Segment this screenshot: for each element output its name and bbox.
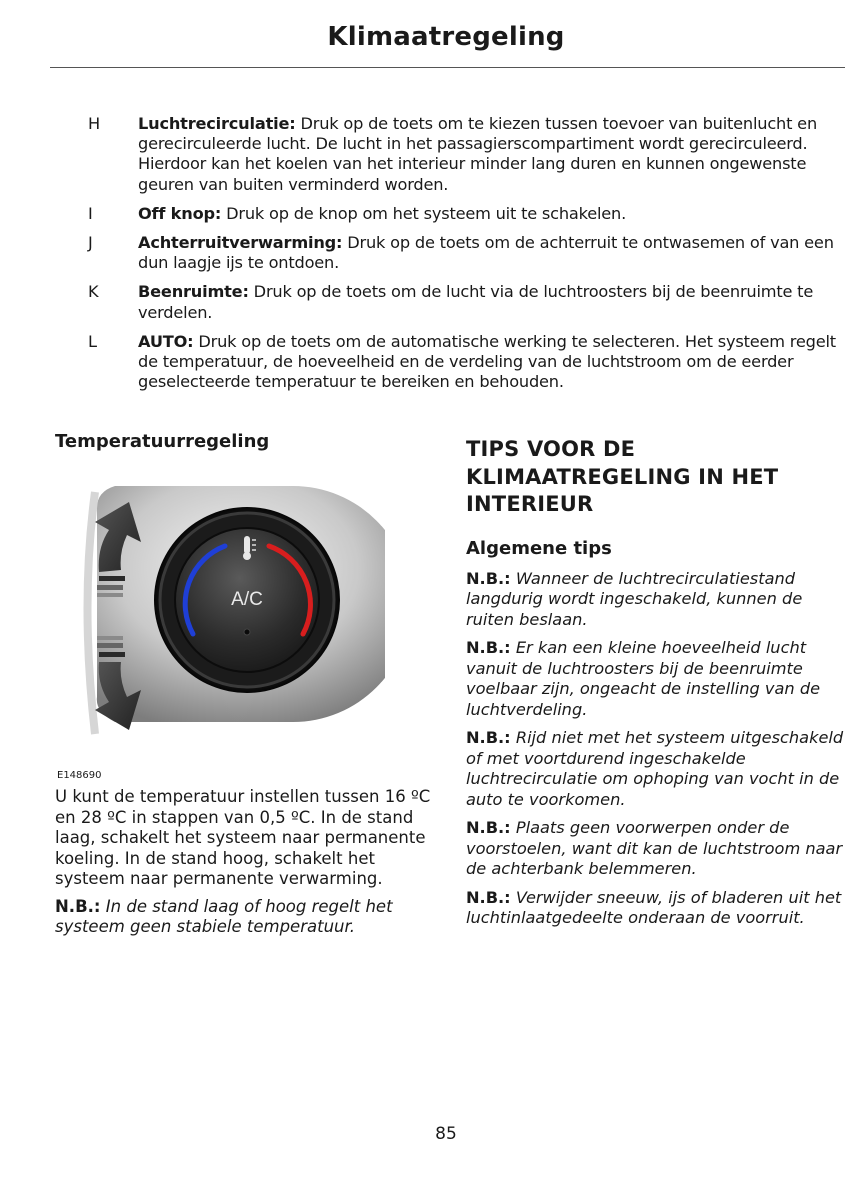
definition-letter: H [88, 114, 100, 133]
tip-note [466, 728, 846, 810]
definition-term: Off knop: [138, 203, 222, 223]
note-label: N.B.: [466, 728, 511, 747]
definition-list [88, 114, 840, 401]
definition-term: Achterruitverwarming: [138, 233, 343, 253]
right-column [466, 436, 846, 929]
definition-item-l [88, 332, 840, 393]
note-text: Rijd niet met het systeem uitgeschakeld of met voortdurend ingeschakelde luchtrecirculatie om ophoping van vocht in de auto te voorkomen. [466, 728, 844, 809]
definition-letter: I [88, 203, 93, 223]
note-text: Er kan een kleine hoeveelheid lucht vanuit de luchtroosters bij de beenruimte voelbaar zijn, ongeacht de instelling van de luchtverdeling. [466, 638, 821, 719]
tip-note [466, 638, 846, 720]
definition-term: AUTO: [138, 331, 194, 351]
note-text: Wanneer de luchtrecirculatiestand langdurig wordt ingeschakeld, kunnen de ruiten beslaan. [466, 568, 803, 629]
note-label: N.B.: [466, 818, 511, 837]
temperature-control-figure [55, 472, 385, 781]
tip-note [466, 888, 846, 929]
definition-text: Druk op de knop om het systeem uit te schakelen. [221, 203, 627, 223]
definition-item-j [88, 233, 840, 273]
definition-item-k [88, 282, 840, 322]
definition-text: Druk op de toets om te kiezen tussen toevoer van buitenlucht en gerecirculeerde lucht. De lucht in het passagierscompartiment wordt gerecirculeerd. Hierdoor kan het koelen van het interieur minder lang duren en kunnen ongewenste geuren van buiten verminderd worden. [138, 114, 817, 194]
definition-text: Druk op de toets om de automatische werking te selecteren. Het systeem regelt de temperatuur, de hoeveelheid en de verdeling van de luchtstroom om de eerder geselecteerde temperatuur te bereiken en behouden. [138, 331, 836, 392]
page-number: 85 [435, 1124, 457, 1144]
general-tips-heading: Algemene tips [466, 537, 612, 559]
page-title: Klimaatregeling [327, 22, 565, 52]
definition-letter: J [88, 233, 93, 253]
header-rule [50, 67, 845, 68]
temperature-heading: Temperatuurregeling [55, 431, 270, 452]
tips-heading: TIPS VOOR DE KLIMAATREGELING IN HET INTERIEUR [466, 437, 779, 516]
figure-code: E148690 [57, 770, 102, 781]
definition-letter: K [88, 282, 99, 302]
definition-text: Druk op de toets om de lucht via de luchtroosters bij de beenruimte te verdelen. [138, 282, 814, 322]
definition-item-h [88, 114, 840, 195]
note-label: N.B.: [55, 896, 101, 916]
note-text: Verwijder sneeuw, ijs of bladeren uit het luchtinlaatgedeelte onderaan de voorruit. [466, 887, 842, 927]
definition-letter: L [88, 331, 97, 351]
note-label: N.B.: [466, 887, 511, 907]
climate-knob-illustration [55, 472, 385, 762]
tip-note [466, 569, 846, 631]
note-label: N.B.: [466, 568, 511, 588]
left-column [55, 430, 435, 938]
definition-term: Beenruimte: [138, 282, 249, 302]
note-text: Plaats geen voorwerpen onder de voorstoelen, want dit kan de luchtstroom naar de achterbank belemmeren. [466, 818, 843, 878]
definition-text: Druk op de toets om de achterruit te ontwasemen of van een dun laagje ijs te ontdoen. [138, 233, 834, 273]
knob-ac-label: A/C [231, 589, 263, 610]
tip-note [466, 818, 846, 880]
note-text: In de stand laag of hoog regelt het systeem geen stabiele temperatuur. [55, 896, 393, 936]
temperature-note [55, 897, 435, 938]
note-label: N.B.: [466, 638, 511, 657]
temperature-paragraph: U kunt de temperatuur instellen tussen 16 ºC en 28 ºC in stappen van 0,5 ºC. In de stand laag, schakelt het systeem naar permanente koeling. In de stand hoog, schakelt het systeem naar permanente verwarming. [55, 787, 431, 888]
definition-item-i [88, 204, 840, 224]
definition-term: Luchtrecirculatie: [138, 114, 296, 133]
